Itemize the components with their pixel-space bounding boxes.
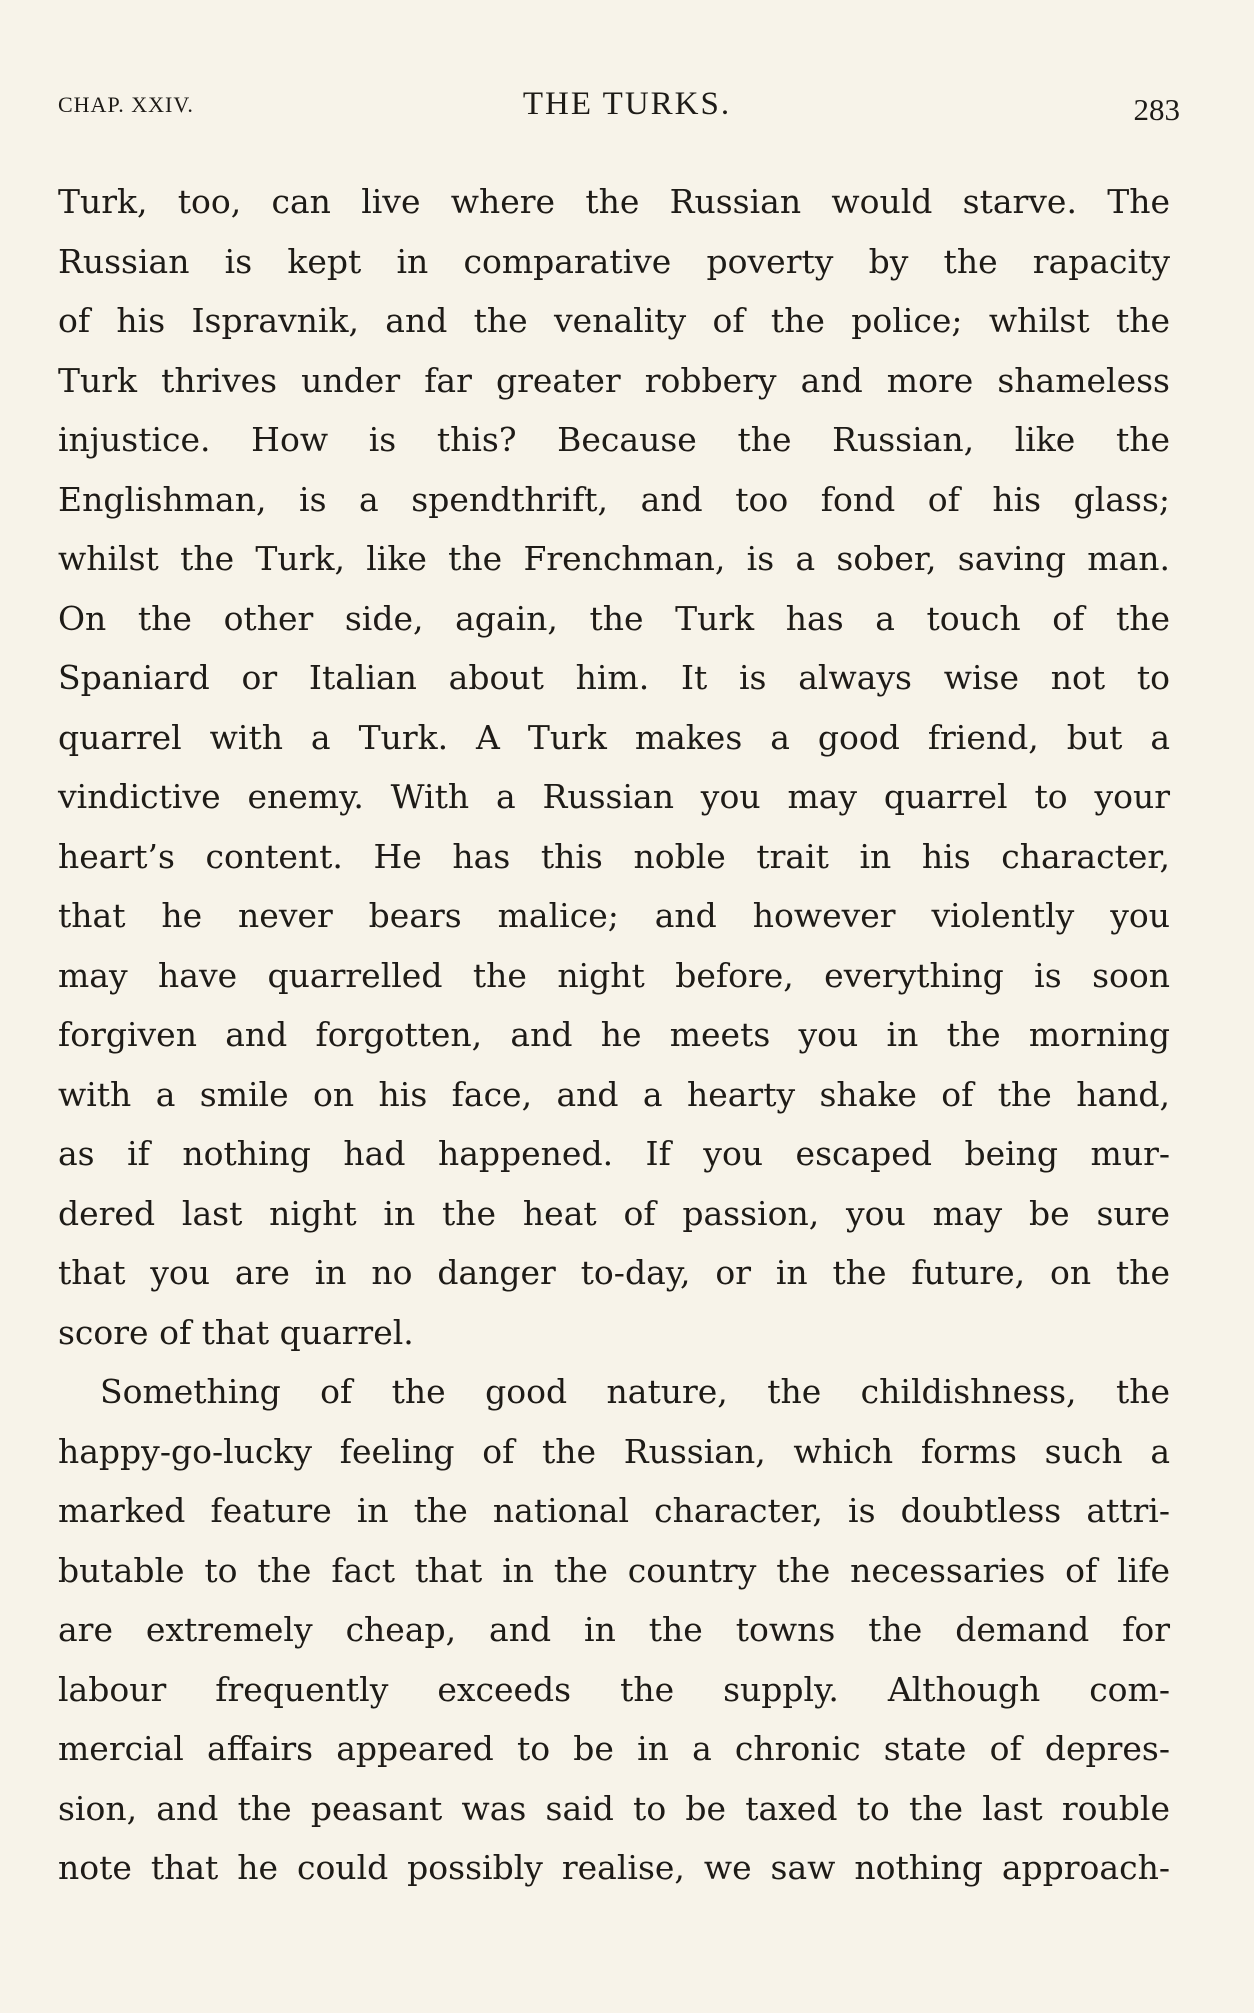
text-line: mercial affairs appeared to be in a chronic state of depres- xyxy=(58,1729,1170,1768)
text-line: note that he could possibly realise, we saw nothing approach- xyxy=(58,1848,1170,1887)
text-line: Something of the good nature, the childishness, the xyxy=(100,1372,1170,1411)
running-title: THE TURKS. xyxy=(522,86,732,122)
text-line: Turk, too, can live where the Russian would starve. The xyxy=(58,182,1170,221)
text-line: butable to the fact that in the country the necessaries of life xyxy=(58,1550,1170,1590)
text-line: marked feature in the national character, is doubtless attri- xyxy=(58,1491,1170,1530)
text-line: with a smile on his face, and a hearty shake of the hand, xyxy=(58,1074,1170,1114)
body-text xyxy=(58,172,1170,1898)
text-line: as if nothing had happened. If you escaped being mur- xyxy=(58,1134,1170,1173)
text-line: forgiven and forgotten, and he meets you in the morning xyxy=(58,1015,1170,1054)
text-line: injustice. How is this? Because the Russian, like the xyxy=(58,420,1170,459)
running-head xyxy=(58,86,1196,126)
text-line: sion, and the peasant was said to be taxed to the last rouble xyxy=(58,1788,1170,1828)
text-line: quarrel with a Turk. A Turk makes a good friend, but a xyxy=(58,717,1170,757)
text-line: Russian is kept in comparative poverty by the rapacity xyxy=(58,241,1170,281)
text-line: Turk thrives under far greater robbery and more shameless xyxy=(58,360,1170,400)
text-line: of his Ispravnik, and the venality of the police; whilst the xyxy=(58,301,1170,340)
page-number: 283 xyxy=(1133,92,1180,127)
text-line: that you are in no danger to-day, or in the future, on the xyxy=(58,1253,1170,1292)
text-line: may have quarrelled the night before, everything is soon xyxy=(58,955,1170,995)
text-line: whilst the Turk, like the Frenchman, is a sober, saving man. xyxy=(58,539,1170,578)
text-line: labour frequently exceeds the supply. Although com- xyxy=(58,1669,1170,1709)
text-line: happy-go-lucky feeling of the Russian, which forms such a xyxy=(58,1431,1170,1471)
text-line: heart’s content. He has this noble trait in his character, xyxy=(58,836,1170,876)
paragraph-2 xyxy=(58,1362,1170,1898)
text-line: dered last night in the heat of passion, you may be sure xyxy=(58,1193,1170,1233)
text-line: score of that quarrel. xyxy=(58,1312,414,1352)
text-line: Spaniard or Italian about him. It is always wise not to xyxy=(58,658,1170,697)
chapter-label: CHAP. XXIV. xyxy=(58,92,194,117)
text-line: that he never bears malice; and however violently you xyxy=(58,896,1170,935)
paragraph-1 xyxy=(58,172,1170,1362)
text-line: vindictive enemy. With a Russian you may quarrel to your xyxy=(58,777,1170,816)
text-line: are extremely cheap, and in the towns the demand for xyxy=(58,1610,1170,1649)
text-line: Englishman, is a spendthrift, and too fond of his glass; xyxy=(58,479,1170,519)
text-line: On the other side, again, the Turk has a touch of the xyxy=(58,598,1170,638)
